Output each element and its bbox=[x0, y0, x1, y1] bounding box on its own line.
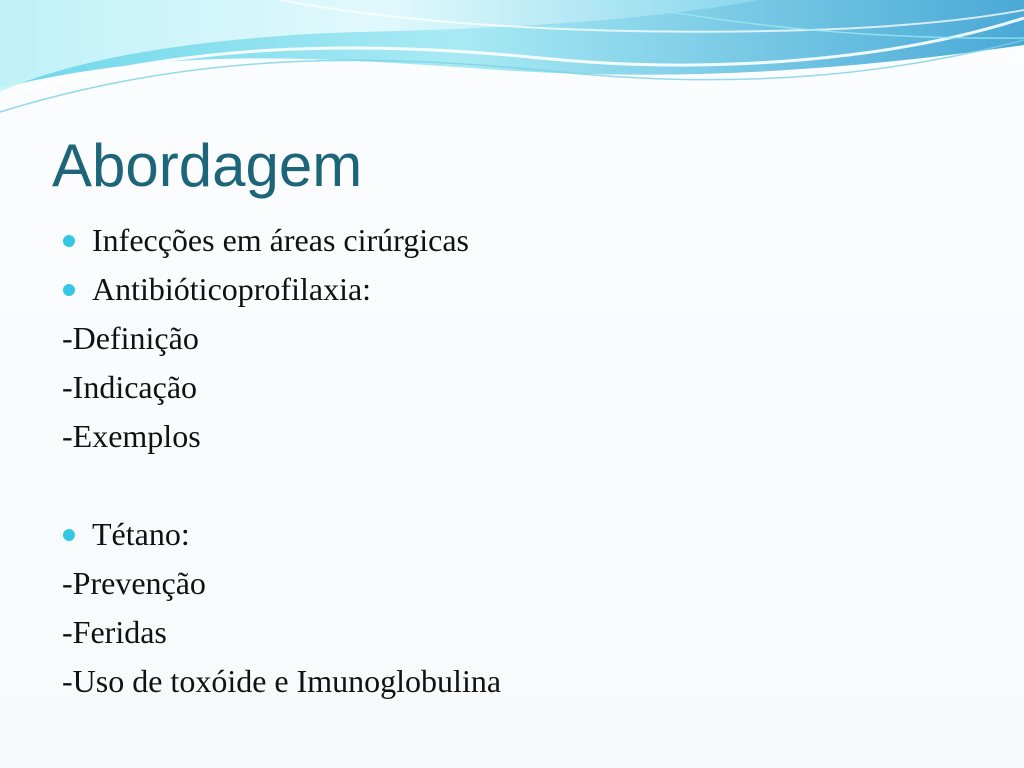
bullet-dot-icon bbox=[63, 235, 75, 247]
list-subitem: -Indicação bbox=[62, 369, 198, 405]
list-item-text: Tétano: bbox=[92, 516, 190, 552]
list-item-bullet bbox=[62, 510, 982, 559]
decorative-wave bbox=[0, 0, 1024, 140]
list-subitem: -Uso de toxóide e Imunoglobulina bbox=[62, 663, 502, 699]
bullet-dot-icon bbox=[63, 284, 75, 296]
list-item-text: Antibióticoprofilaxia: bbox=[92, 271, 372, 307]
list-subitem: -Exemplos bbox=[62, 418, 201, 454]
list-item-text: Infecções em áreas cirúrgicas bbox=[92, 222, 469, 258]
slide-title: Abordagem bbox=[52, 132, 363, 199]
list-subitem: -Feridas bbox=[62, 614, 167, 650]
list-subitem: -Definição bbox=[62, 320, 199, 356]
content-spacer bbox=[62, 461, 982, 510]
bullet-dot-icon bbox=[63, 529, 75, 541]
list-item-bullet bbox=[62, 216, 982, 265]
slide-content bbox=[62, 216, 982, 706]
list-item-bullet bbox=[62, 265, 982, 314]
list-subitem: -Prevenção bbox=[62, 565, 206, 601]
